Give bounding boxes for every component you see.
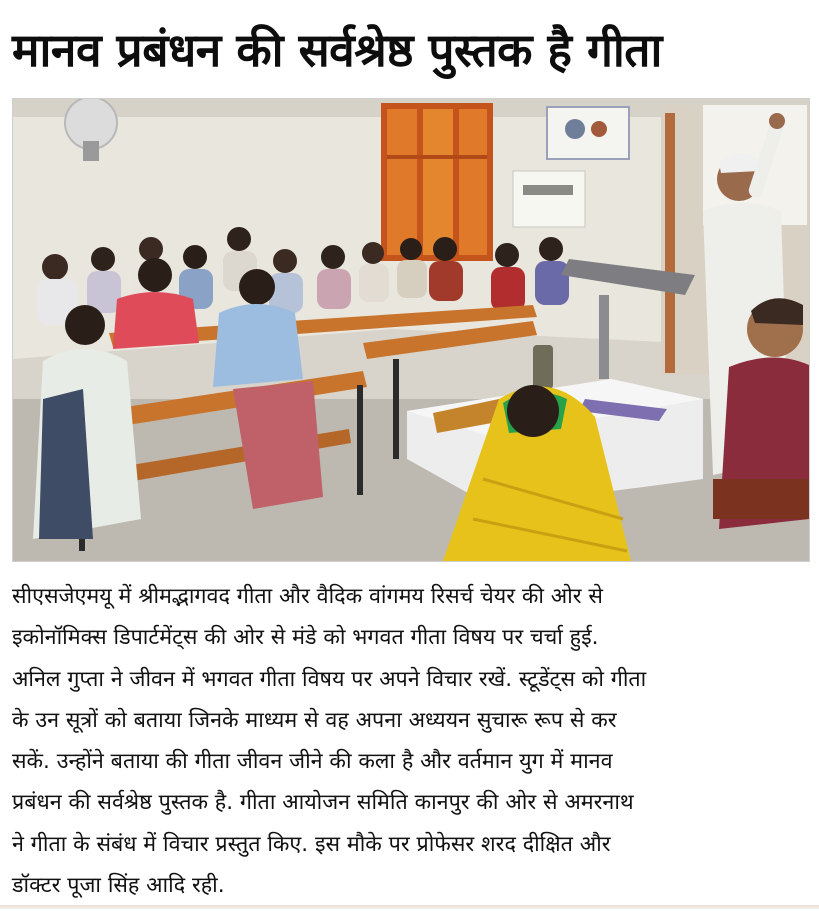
classroom-photo xyxy=(13,99,809,561)
body-line: सीएसजेएमयू में श्रीमद्भागवद गीता और वैदिक वांगमय रिसर्च चेयर की ओर से xyxy=(12,584,603,609)
page-bottom-rule xyxy=(0,905,819,909)
body-line: के उन सूत्रों को बताया जिनके माध्यम से वह अपना अध्ययन सुचारू रूप से कर xyxy=(12,707,617,733)
body-line: सकें. उन्होंने बताया की गीता जीवन जीने की कला है और वर्तमान युग में मानव xyxy=(12,749,613,775)
window xyxy=(381,103,493,261)
body-line: प्रबंधन की सर्वश्रेष्ठ पुस्तक है. गीता आयोजन समिति कानपुर की ओर से अमरनाथ xyxy=(12,790,634,816)
body-line: डॉक्टर पूजा सिंह आदि रही. xyxy=(12,873,225,899)
body-line: इकोनॉमिक्स डिपार्टमेंट्स की ओर से मंडे को भगवत गीता विषय पर चर्चा हुई. xyxy=(12,625,599,651)
body-line: अनिल गुप्ता ने जीवन में भगवत गीता विषय पर अपने विचार रखें. स्टूडेंट्स को गीता xyxy=(12,666,647,692)
body-line: ने गीता के संबंध में विचार प्रस्तुत किए. इस मौके पर प्रोफेसर शरद दीक्षित और xyxy=(12,831,611,857)
article-body xyxy=(12,576,807,906)
news-photo xyxy=(12,98,810,562)
article-headline: मानव प्रबंधन की सर्वश्रेष्ठ पुस्तक है गीता xyxy=(12,23,662,77)
